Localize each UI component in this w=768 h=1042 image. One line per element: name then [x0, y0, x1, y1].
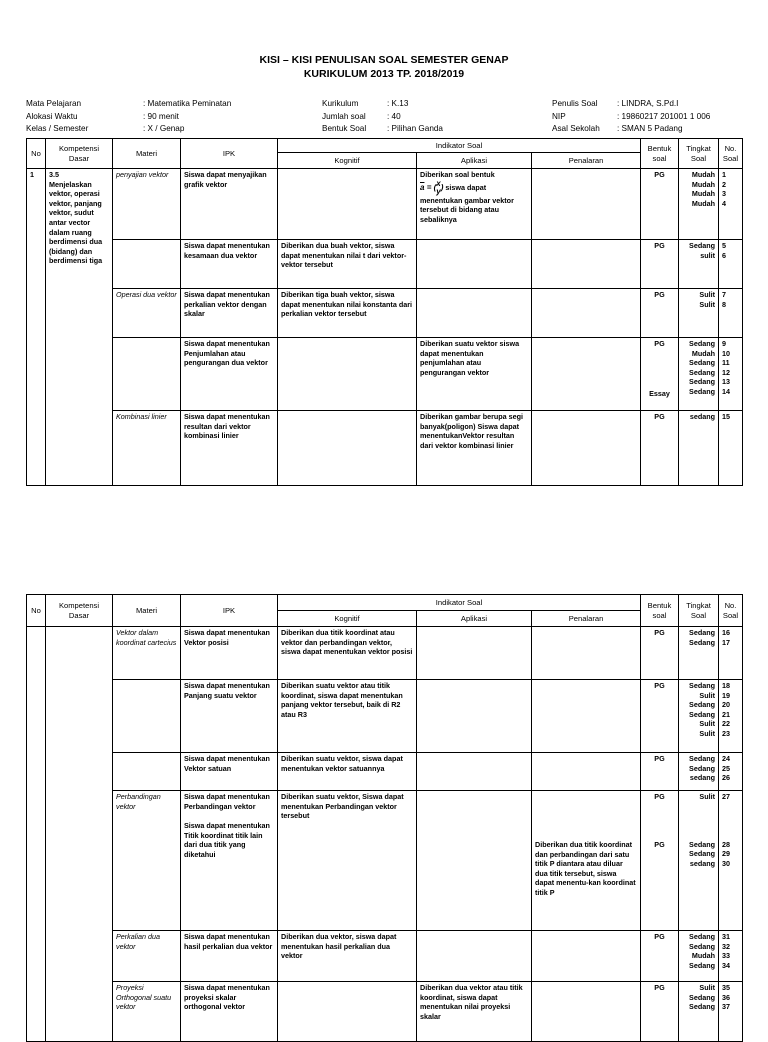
materi-cell: Perkalian dua vektor: [113, 931, 181, 982]
ipk-cell: Siswa dapat menentukan perkalian vektor dengan skalar: [181, 289, 278, 338]
materi-cell: Operasi dua vektor: [113, 289, 181, 338]
kognitif-cell: [278, 411, 417, 486]
ipk-cell: Siswa dapat menentukan Panjang suatu vektor: [181, 680, 278, 753]
nosoal-cell: 35 36 37: [719, 982, 743, 1042]
bentuk-essay: Essay: [649, 388, 670, 398]
meta-kurikulum-label: Kurikulum: [322, 99, 359, 108]
bentuk-cell: PG: [641, 753, 679, 791]
ipk-cell: Siswa dapat menentukan Penjumlahan atau pengurangan dua vektor: [181, 338, 278, 411]
header-tingkat: Tingkat Soal: [679, 139, 719, 169]
bentuk-cell: PG: [641, 982, 679, 1042]
vector-equals: =: [426, 182, 432, 192]
bentuk-cell: PG: [641, 240, 679, 289]
header-no: No: [27, 139, 46, 169]
kognitif-cell: Diberikan tiga buah vektor, siswa dapat menentukan nilai konstanta dari perkalian vektor tersebut: [278, 289, 417, 338]
ipk-cell: Siswa dapat menentukan proyeksi skalar orthogonal vektor: [181, 982, 278, 1042]
table-row: [27, 680, 743, 753]
materi-cell: Vektor dalam koordinat cartecius: [113, 627, 181, 680]
ipk-cell: Siswa dapat menentukan Vektor satuan: [181, 753, 278, 791]
header-ipk: IPK: [181, 139, 278, 169]
header-bentuk: Bentuk soal: [641, 595, 679, 627]
vector-notation: $\overline{a} = (x$ y): [420, 178, 444, 196]
materi-cell: [113, 338, 181, 411]
document-meta: [26, 98, 746, 136]
nosoal-cell: 15: [719, 411, 743, 486]
kognitif-cell: Diberikan dua titik koordinat atau vektor dan perbandingan vektor, siswa dapat menentukan vektor posisi: [278, 627, 417, 680]
aplikasi-text-post: siswa dapat menentukan gambar vektor tersebut di bidang atau sebaliknya: [420, 182, 514, 224]
nosoal-cell: 9 10 11 12 13 14: [719, 338, 743, 411]
materi-cell: [113, 680, 181, 753]
table-row: [27, 791, 743, 931]
bentuk-cell: [641, 791, 679, 931]
tingkat-cell: Sedang Sedang Mudah Sedang: [679, 931, 719, 982]
ipk-text-2: Siswa dapat menentukan Titik koordinat titik lain dari dua titik yang diketahui: [184, 821, 270, 859]
meta-asal-label: Asal Sekolah: [552, 124, 600, 133]
nosoal-cell: 16 17: [719, 627, 743, 680]
header-kd: Kompetensi Dasar: [46, 139, 113, 169]
header-bentuk: Bentuk soal: [641, 139, 679, 169]
penalaran-cell: [532, 931, 641, 982]
kognitif-cell: [278, 169, 417, 240]
meta-kurikulum-value: : K.13: [387, 99, 409, 108]
table-row: [27, 338, 743, 411]
penalaran-cell: [532, 982, 641, 1042]
aplikasi-cell: Diberikan dua vektor atau titik koordinat, siswa dapat menentukan nilai proyeksi skalar: [417, 982, 532, 1042]
header-materi: Materi: [113, 139, 181, 169]
aplikasi-cell: [417, 289, 532, 338]
bentuk-cell: PG: [641, 289, 679, 338]
penalaran-cell: [532, 289, 641, 338]
bentuk-cell: PG: [641, 680, 679, 753]
table-row: [27, 289, 743, 338]
meta-jumlah-label: Jumlah soal: [322, 111, 366, 121]
penalaran-cell: [532, 753, 641, 791]
nosoal-cell: 18 19 20 21 22 23: [719, 680, 743, 753]
meta-asal-value: : SMAN 5 Padang: [617, 124, 683, 133]
bentuk-cell: PG: [641, 411, 679, 486]
aplikasi-cell: [417, 680, 532, 753]
bentuk-pg-1: PG: [654, 792, 665, 801]
penalaran-cell: [532, 338, 641, 411]
table-row: [27, 169, 743, 240]
header-aplikasi: Aplikasi: [417, 611, 532, 627]
header-aplikasi: Aplikasi: [417, 153, 532, 169]
document-title: KISI – KISI PENULISAN SOAL SEMESTER GENAP: [259, 54, 509, 66]
kognitif-cell: Diberikan suatu vektor, siswa dapat menentukan vektor satuannya: [278, 753, 417, 791]
kognitif-cell: Diberikan dua buah vektor, siswa dapat menentukan nilai t dari vektor- vektor tersebut: [278, 240, 417, 289]
header-indikator: Indikator Soal: [278, 595, 641, 611]
tingkat-cell: sedang: [679, 411, 719, 486]
row-no: 1: [27, 169, 46, 486]
tingkat-cell: [679, 791, 719, 931]
meta-kelas-label: Kelas / Semester: [26, 124, 89, 133]
materi-cell: Proyeksi Orthogonal suatu vektor: [113, 982, 181, 1042]
header-penalaran: Penalaran: [532, 611, 641, 627]
meta-waktu-label: Alokasi Waktu: [26, 111, 78, 121]
meta-bentuk-value: : Pilihan Ganda: [387, 124, 443, 133]
vector-x: x: [436, 178, 441, 188]
header-indikator: Indikator Soal: [278, 139, 641, 153]
nosoal-cell: 24 25 26: [719, 753, 743, 791]
penalaran-cell: [532, 680, 641, 753]
tingkat-cell: Sedang Sedang: [679, 627, 719, 680]
table-row: [27, 240, 743, 289]
table-row: [27, 982, 743, 1042]
vector-y: y: [436, 186, 441, 196]
tingkat-text-1: Sulit: [699, 792, 715, 801]
tingkat-cell: Sedang Mudah Sedang Sedang Sedang Sedang: [679, 338, 719, 411]
nosoal-cell: 31 32 33 34: [719, 931, 743, 982]
meta-bentuk-label: Bentuk Soal: [322, 124, 367, 133]
kognitif-cell: Diberikan suatu vektor, Siswa dapat menentukan Perbandingan vektor tersebut: [278, 791, 417, 931]
materi-cell: [113, 753, 181, 791]
aplikasi-cell: Diberikan gambar berupa segi banyak(poligon) Siswa dapat menentukanVektor resultan dari vektor kombinasi linier: [417, 411, 532, 486]
ipk-cell: Siswa dapat menentukan resultan dari vektor kombinasi linier: [181, 411, 278, 486]
tingkat-cell: Sedang Sulit Sedang Sedang Sulit Sulit: [679, 680, 719, 753]
header-materi: Materi: [113, 595, 181, 627]
penalaran-cell: [532, 627, 641, 680]
meta-jumlah-value: : 40: [387, 111, 401, 121]
meta-waktu-value: : 90 menit: [143, 111, 179, 121]
header-nosoal: No. Soal: [719, 139, 743, 169]
kisi-table-1: [26, 138, 743, 486]
penalaran-cell: [532, 791, 641, 931]
tingkat-cell: Mudah Mudah Mudah Mudah: [679, 169, 719, 240]
meta-nip-label: NIP: [552, 111, 566, 121]
materi-cell: [113, 240, 181, 289]
header-penalaran: Penalaran: [532, 153, 641, 169]
aplikasi-cell: [417, 627, 532, 680]
aplikasi-cell: [417, 169, 532, 240]
meta-kelas-value: : X / Genap: [143, 124, 185, 133]
ipk-cell: Siswa dapat menentukan kesamaan dua vektor: [181, 240, 278, 289]
bentuk-pg-2: PG: [654, 839, 665, 849]
tingkat-text-2: Sedang Sedang sedang: [689, 839, 715, 868]
header-kognitif: Kognitif: [278, 153, 417, 169]
table-row: [27, 411, 743, 486]
tingkat-cell: Sedang sulit: [679, 240, 719, 289]
kognitif-cell: Diberikan suatu vektor atau titik koordinat, siswa dapat menentukan panjang vektor tersebut, baik di R2 atau R3: [278, 680, 417, 753]
aplikasi-cell: [417, 931, 532, 982]
tingkat-cell: Sulit Sedang Sedang: [679, 982, 719, 1042]
materi-cell: Perbandingan vektor: [113, 791, 181, 931]
kognitif-cell: [278, 338, 417, 411]
kisi-table-2: [26, 594, 743, 1042]
nosoal-cell: 5 6: [719, 240, 743, 289]
penalaran-text: Diberikan dua titik koordinat dan perbandingan dari satu titik P diantara atau diluar dua titik tersebut, siswa dapat menentu-kan koordinat titik P: [535, 840, 636, 897]
kompetensi-dasar: [46, 627, 113, 1042]
bentuk-cell: PG: [641, 169, 679, 240]
row-no: [27, 627, 46, 1042]
nosoal-cell: 7 8: [719, 289, 743, 338]
document-subtitle: KURIKULUM 2013 TP. 2018/2019: [303, 68, 465, 80]
penalaran-cell: [532, 240, 641, 289]
header-nosoal: No. Soal: [719, 595, 743, 627]
bentuk-cell: [641, 338, 679, 411]
table-row: [27, 627, 743, 680]
penalaran-cell: [532, 411, 641, 486]
header-no: No: [27, 595, 46, 627]
meta-penulis-value: : LINDRA, S.Pd.I: [617, 99, 679, 108]
nosoal-text-2: 28 29 30: [722, 839, 730, 868]
materi-cell: Kombinasi linier: [113, 411, 181, 486]
ipk-cell: Siswa dapat menentukan hasil perkalian dua vektor: [181, 931, 278, 982]
aplikasi-cell: Diberikan suatu vektor siswa dapat menentukan penjumlahan atau pengurangan vektor: [417, 338, 532, 411]
kognitif-cell: Diberikan dua vektor, siswa dapat menentukan hasil perkalian dua vektor: [278, 931, 417, 982]
materi-cell: penyajian vektor: [113, 169, 181, 240]
ipk-cell: Siswa dapat menentukan Vektor posisi: [181, 627, 278, 680]
meta-mapel-label: Mata Pelajaran: [26, 99, 82, 108]
nosoal-text-1: 27: [722, 792, 730, 801]
meta-penulis-label: Penulis Soal: [552, 99, 598, 108]
penalaran-cell: [532, 169, 641, 240]
aplikasi-cell: [417, 240, 532, 289]
aplikasi-text-pre: Diberikan soal bentuk: [420, 170, 495, 179]
nosoal-cell: [719, 791, 743, 931]
aplikasi-cell: [417, 753, 532, 791]
meta-nip-value: : 19860217 201001 1 006: [617, 111, 711, 121]
aplikasi-cell: [417, 791, 532, 931]
ipk-cell: [181, 791, 278, 931]
tingkat-cell: Sedang Sedang sedang: [679, 753, 719, 791]
kompetensi-dasar: 3.5 Menjelaskan vektor, operasi vektor, panjang vektor, sudut antar vector dalam ruang berdimensi dua (bidang) dan berdimensi tiga: [46, 169, 113, 486]
bentuk-cell: PG: [641, 627, 679, 680]
nosoal-cell: 1 2 3 4: [719, 169, 743, 240]
ipk-cell: Siswa dapat menyajikan grafik vektor: [181, 169, 278, 240]
header-kognitif: Kognitif: [278, 611, 417, 627]
table-row: [27, 931, 743, 982]
tingkat-cell: Sulit Sulit: [679, 289, 719, 338]
table-row: [27, 753, 743, 791]
header-kd: Kompetensi Dasar: [46, 595, 113, 627]
bentuk-pg: PG: [654, 339, 665, 348]
header-tingkat: Tingkat Soal: [679, 595, 719, 627]
bentuk-cell: PG: [641, 931, 679, 982]
meta-mapel-value: : Matematika Peminatan: [143, 99, 232, 108]
vector-symbol: $\overline{a}$: [420, 182, 425, 192]
kognitif-cell: [278, 982, 417, 1042]
header-ipk: IPK: [181, 595, 278, 627]
ipk-text-1: Siswa dapat menentukan Perbandingan vektor: [184, 792, 270, 811]
